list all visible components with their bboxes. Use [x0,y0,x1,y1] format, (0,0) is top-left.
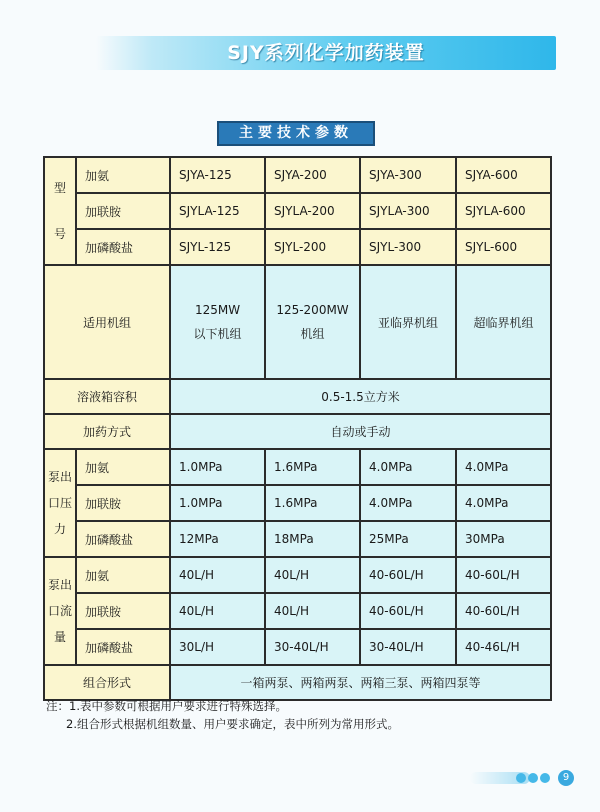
table-cell: 40L/H [170,557,265,593]
cell-line: 125MW [194,302,241,317]
cell-line: 超临界机组 [473,315,534,330]
table-row [44,593,551,629]
table-cell: 30MPa [456,521,551,557]
table-cell: SJYL-200 [265,229,360,265]
model-group-label [44,157,76,265]
table-cell: 40-60L/H [456,593,551,629]
group-label-line: 量 [53,630,66,644]
cell-line: 125-200MW [276,302,349,317]
notes [46,697,566,733]
row-label: 适用机组 [44,265,170,379]
spacer [171,317,264,325]
row-label: 加磷酸盐 [76,629,170,665]
group-label-line: 口压 [47,496,72,510]
row-label: 加氨 [76,449,170,485]
table-row [44,557,551,593]
table-cell [360,265,456,379]
table-cell: 40-60L/H [456,557,551,593]
table-cell: 4.0MPa [360,485,456,521]
spacer [266,317,359,325]
spec-table [43,156,552,701]
table-cell: 40-60L/H [360,593,456,629]
row-label: 组合形式 [44,665,170,700]
table-cell: 1.0MPa [170,485,265,521]
table-row [44,629,551,665]
table-cell [456,265,551,379]
row-label: 加氨 [76,557,170,593]
note-line: 注：1.表中参数可根据用户要求进行特殊选择。 [46,699,287,713]
table-cell: 40-60L/H [360,557,456,593]
group-label-line: 口流 [47,604,72,618]
table-row [44,449,551,485]
table-cell: SJYL-125 [170,229,265,265]
table-cell: 1.6MPa [265,449,360,485]
group-label-line: 力 [53,522,66,536]
table-cell: 4.0MPa [456,449,551,485]
section-title: 主要技术参数 [217,121,375,146]
page-title: SJY系列化学加药装置 [227,42,425,64]
table-cell: 0.5-1.5立方米 [170,379,551,414]
table-cell: SJYLA-300 [360,193,456,229]
title-banner [96,36,556,70]
table-cell: SJYA-200 [265,157,360,193]
table-row [44,521,551,557]
dot-icon [516,773,526,783]
group-label-line: 泵出 [47,470,72,484]
table-cell: SJYA-300 [360,157,456,193]
table-row [44,265,551,379]
dot-icon [540,773,550,783]
row-label: 加联胺 [76,485,170,521]
table-cell: 40L/H [265,557,360,593]
model-group-label-line: 号 [53,227,66,241]
row-label: 加联胺 [76,593,170,629]
table-cell: 40L/H [170,593,265,629]
cell-line: 机组 [300,326,325,341]
footer-page-indicator [470,770,575,786]
table-cell: 18MPa [265,521,360,557]
table-cell: SJYL-600 [456,229,551,265]
cell-line: 亚临界机组 [377,315,438,330]
table-row [44,193,551,229]
pressure-group-label [44,449,76,557]
group-label-line: 泵出 [47,578,72,592]
table-cell: 1.6MPa [265,485,360,521]
table-cell: 12MPa [170,521,265,557]
table-cell: 自动或手动 [170,414,551,449]
table-cell: 25MPa [360,521,456,557]
table-cell: 4.0MPa [456,485,551,521]
table-cell: SJYLA-200 [265,193,360,229]
row-label: 溶液箱容积 [44,379,170,414]
page-number: 9 [558,770,574,786]
flow-group-label [44,557,76,665]
table-cell: SJYLA-600 [456,193,551,229]
table-row [44,229,551,265]
table-cell: 一箱两泵、两箱两泵、两箱三泵、两箱四泵等 [170,665,551,700]
table-row [44,665,551,700]
model-group-label-line: 型 [53,181,66,195]
table-cell: 4.0MPa [360,449,456,485]
spacer [45,201,75,221]
table-cell: 30-40L/H [265,629,360,665]
note-line: 2.组合形式根据机组数量、用户要求确定，表中所列为常用形式。 [66,717,399,731]
table-cell [170,265,265,379]
table-cell: SJYA-125 [170,157,265,193]
table-row [44,485,551,521]
table-row [44,379,551,414]
table-row [44,157,551,193]
dot-icon [528,773,538,783]
cell-line: 以下机组 [193,326,242,341]
table-cell: 30L/H [170,629,265,665]
table-cell: 1.0MPa [170,449,265,485]
row-label: 加磷酸盐 [76,521,170,557]
table-cell: 40L/H [265,593,360,629]
row-label: 加联胺 [76,193,170,229]
row-label: 加氨 [76,157,170,193]
table-cell: 30-40L/H [360,629,456,665]
row-label: 加磷酸盐 [76,229,170,265]
table-row [44,414,551,449]
row-label: 加药方式 [44,414,170,449]
table-cell: 40-46L/H [456,629,551,665]
table-cell: SJYL-300 [360,229,456,265]
table-cell: SJYLA-125 [170,193,265,229]
table-cell [265,265,360,379]
table-cell: SJYA-600 [456,157,551,193]
